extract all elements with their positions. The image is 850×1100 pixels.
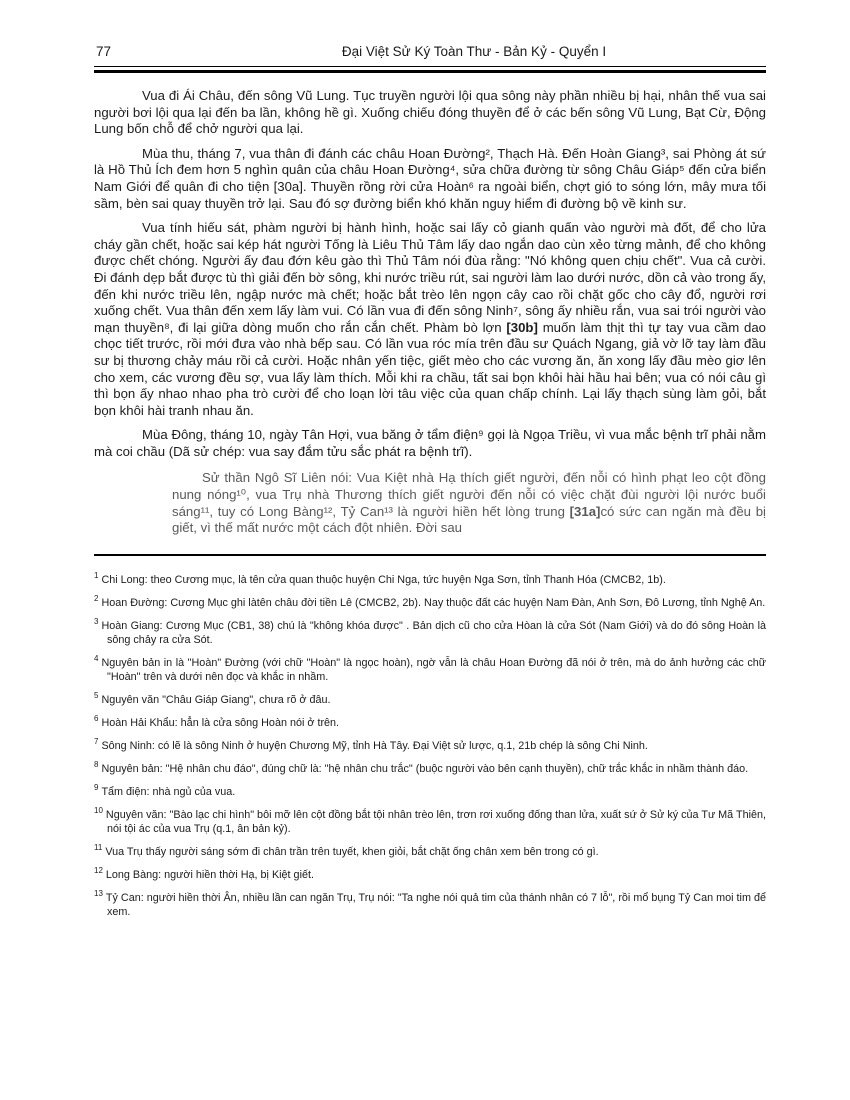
footnote-text: Tỷ Can: người hiền thời Ân, nhiều lần can ngăn Trụ, Trụ nói: "Ta nghe nói quả tim của thánh nhân có 7 lỗ", rồi mổ bụng Tỷ Can moi tim để xem.	[105, 891, 766, 918]
footnote-marker: 5	[94, 691, 99, 701]
footnote-item	[94, 891, 766, 919]
footnote-item	[94, 762, 766, 776]
footnote-text: Nguyên bản in là "Hoàn" Đường (với chữ "Hoàn" là ngọc hoàn), ngờ vẫn là châu Hoan Đường đã nói ở trên, mà do ảnh hưởng các chữ "Hoàn" trên và dưới nên đọc và khắc in nhầm.	[101, 656, 766, 683]
body-paragraph	[94, 88, 766, 138]
body-paragraph	[94, 146, 766, 212]
footnote-item	[94, 573, 766, 587]
page-number: 77	[96, 44, 112, 59]
header-title: Đại Việt Sử Ký Toàn Thư - Bản Kỷ - Quyển I	[341, 44, 607, 59]
footnote-item	[94, 693, 766, 707]
footnote-text: Sông Ninh: có lẽ là sông Ninh ở huyện Chương Mỹ, tỉnh Hà Tây. Đại Việt sử lược, q.1, 21b chép là sông Chi Ninh.	[101, 739, 648, 752]
footnote-text: Chi Long: theo Cương mục, là tên cửa quan thuộc huyện Chi Nga, tức huyện Nga Sơn, tỉnh Thanh Hóa (CMCB2, 1b).	[101, 573, 666, 586]
footnote-item	[94, 845, 766, 859]
footnote-text: Nguyên văn: "Bào lạc chi hình" bôi mỡ lên cột đồng bắt tội nhân trèo lên, trơn rơi xuống đống than lửa, xuất sứ ở Sử ký của Tư Mã Thiên, nói tội ác của vua Trụ (q.1, ân bản kỷ).	[105, 808, 766, 835]
footnote-item	[94, 785, 766, 799]
footnote-marker: 4	[94, 654, 99, 664]
footnote-marker: 1	[94, 571, 99, 581]
paragraph-text: có sức can ngăn mà đều bị giết, vì thế mất nước một cách đột nhiên. Đời sau	[172, 503, 766, 536]
body-paragraph	[94, 220, 766, 419]
footnote-text: Vua Trụ thấy người sáng sớm đi chân trần trên tuyết, khen giỏi, bắt chặt ống chân xem bên trong có gì.	[105, 845, 599, 858]
footnote-text: Hoan Đường: Cương Mục ghi làtên châu đời tiền Lê (CMCB2, 2b). Nay thuộc đất các huyện Nam Đàn, Anh Sơn, Đô Lương, tỉnh Nghệ An.	[101, 596, 766, 609]
footnote-item	[94, 656, 766, 684]
footnote-item	[94, 808, 766, 836]
footnote-text: Tẩm điện: nhà ngủ của vua.	[101, 785, 236, 798]
footnote-item	[94, 716, 766, 730]
footnote-marker: 11	[94, 843, 103, 853]
footnote-separator	[94, 554, 766, 556]
footnote-text: Hoàn Hải Khẩu: hẳn là cửa sông Hoàn nói ở trên.	[101, 716, 340, 729]
footnotes	[94, 573, 766, 919]
footnote-marker: 12	[94, 866, 103, 876]
footnote-item	[94, 739, 766, 753]
footnote-marker: 7	[94, 737, 99, 747]
folio-marker: [30b]	[506, 319, 538, 335]
paragraph-text: Vua tính hiếu sát, phàm người bị hành hình, hoặc sai lấy cỏ gianh quấn vào người mà đốt, để cho lửa cháy gần chết, hoặc sai kép hát người Tống là Liêu Thủ Tâm lấy dao ngắn dao cùn xẻo từng mảnh, để cho không được chết chóng. Người ấy đau đớn kêu gào thì Thủ Tâm nói đùa rằng: "Nó không quen chịu chết". Vua cả cười. Đi đánh dẹp bắt được tù thì giải đến bờ sông, khi nước triều rút, sai người làm lao dưới nước, dồn cả vào trong ấy, đến khi nước triều lên, ngập nước mà chết; hoặc bắt trèo lên ngọn cây cao rồi chặt gốc cho cây đổ, người rơi xuống chết. Vua thân đến xem lấy làm vui. Có lần vua đi đến sông Ninh⁷, sông ấy nhiều rắn, vua sai trói người vào mạn thuyền⁸, đi lại giữa dòng muốn cho rắn cắn chết. Phàm bò lợn	[94, 220, 766, 335]
footnote-marker: 10	[94, 806, 103, 816]
page-content	[94, 0, 766, 919]
quote-paragraph	[172, 470, 766, 536]
header-rule-thick	[94, 70, 766, 73]
footnote-item	[94, 868, 766, 882]
footnote-marker: 3	[94, 617, 99, 627]
footnote-marker: 8	[94, 760, 99, 770]
footnote-text: Hoàn Giang: Cương Mục (CB1, 38) chú là "không khóa được" . Bản dịch cũ cho cửa Hòan là cửa Sót (Nam Giới) và do đó sông Hoàn là sông chảy ra cửa Sót.	[101, 619, 766, 646]
paragraph-text: Mùa thu, tháng 7, vua thân đi đánh các châu Hoan Đường², Thạch Hà. Đến Hoàn Giang³, sai Phòng át sứ là Hồ Thủ Ích đem hơn 5 nghìn quân của châu Hoan Đường⁴, sửa chữa đường từ sông Châu Giáp⁵ đến cửa biển Nam Giới để quân đi cho tiện [30a]. Thuyền rồng rời cửa Hoàn⁶ ra ngoài biển, chợt gió to sóng lớn, mây mưa tối sầm, bèn sai quay thuyền trở lại. Sau đó sợ đường biển khó khăn nguy hiểm đi đường bộ về kinh sư.	[94, 145, 766, 211]
footnote-marker: 2	[94, 594, 99, 604]
footnote-marker: 6	[94, 714, 99, 724]
folio-marker: [31a]	[569, 503, 601, 519]
footnote-text: Nguyên văn "Châu Giáp Giang", chưa rõ ở đâu.	[101, 693, 331, 706]
footnote-item	[94, 619, 766, 647]
body-paragraph	[94, 427, 766, 460]
footnote-text: Long Bàng: người hiền thời Hạ, bị Kiệt giết.	[105, 868, 314, 881]
paragraph-text: Vua đi Ái Châu, đến sông Vũ Lung. Tục truyền người lội qua sông này phần nhiều bị hại, nhân thế vua sai người bơi lội qua lại đến ba lần, không hề gì. Xuống chiếu đóng thuyền để ở các bến sông Vũ Lung, Bạt Cừ, Động Lung bốn chỗ để chở người qua lại.	[94, 88, 766, 137]
paragraph-text: muốn làm thịt thì tự tay vua cầm dao chọc tiết trước, rồi mới đưa vào nhà bếp sau. Có lần vua róc mía trên đầu sư Quách Ngang, giả vờ lỡ tay làm đầu sư bị thương chảy máu rồi cả cười. Hoặc nhân yến tiệc, giết mèo cho các vương ăn, ăn xong lấy đầu mèo giơ lên cho xem, các vương đều sợ, vua lấy làm thích. Mỗi khi ra chầu, tất sai bọn khôi hài hầu hai bên; vua có nói câu gì thì bọn ấy nhao nhao pha trò cười để cho loạn lời tâu việc của quan chấp chính. Lại lấy thạch sùng làm gỏi, bắt bọn khôi hài tranh nhau ăn.	[94, 319, 766, 418]
footnote-item	[94, 596, 766, 610]
body-paragraphs	[94, 88, 766, 537]
footnote-marker: 13	[94, 889, 103, 899]
footnote-text: Nguyên bản: "Hệ nhân chu đáo", đúng chữ là: "hệ nhân chu trắc" (buộc người vào bên cạnh thuyền), chữ trắc khắc in nhầm thành đáo.	[101, 762, 749, 775]
footnote-marker: 9	[94, 783, 99, 793]
header-rule-thin	[94, 66, 766, 67]
paragraph-text: Sử thần Ngô Sĩ Liên nói: Vua Kiệt nhà Hạ thích giết người, đến nỗi có hình phạt leo cột đồng nung nóng¹⁰, vua Trụ nhà Thương thích giết người đến nỗi có việc chặt đùi người lội nước buổi sáng¹¹, tuy có Long Bàng¹², Tỷ Can¹³ là người hiền hết lòng trung	[172, 470, 766, 519]
paragraph-text: Mùa Đông, tháng 10, ngày Tân Hợi, vua băng ở tẩm điện⁹ gọi là Ngọa Triều, vì vua mắc bệnh trĩ phải nằm mà coi chầu (Dã sử chép: vua say đắm tửu sắc phát ra bệnh trĩ).	[94, 427, 766, 459]
page-header	[94, 44, 766, 63]
